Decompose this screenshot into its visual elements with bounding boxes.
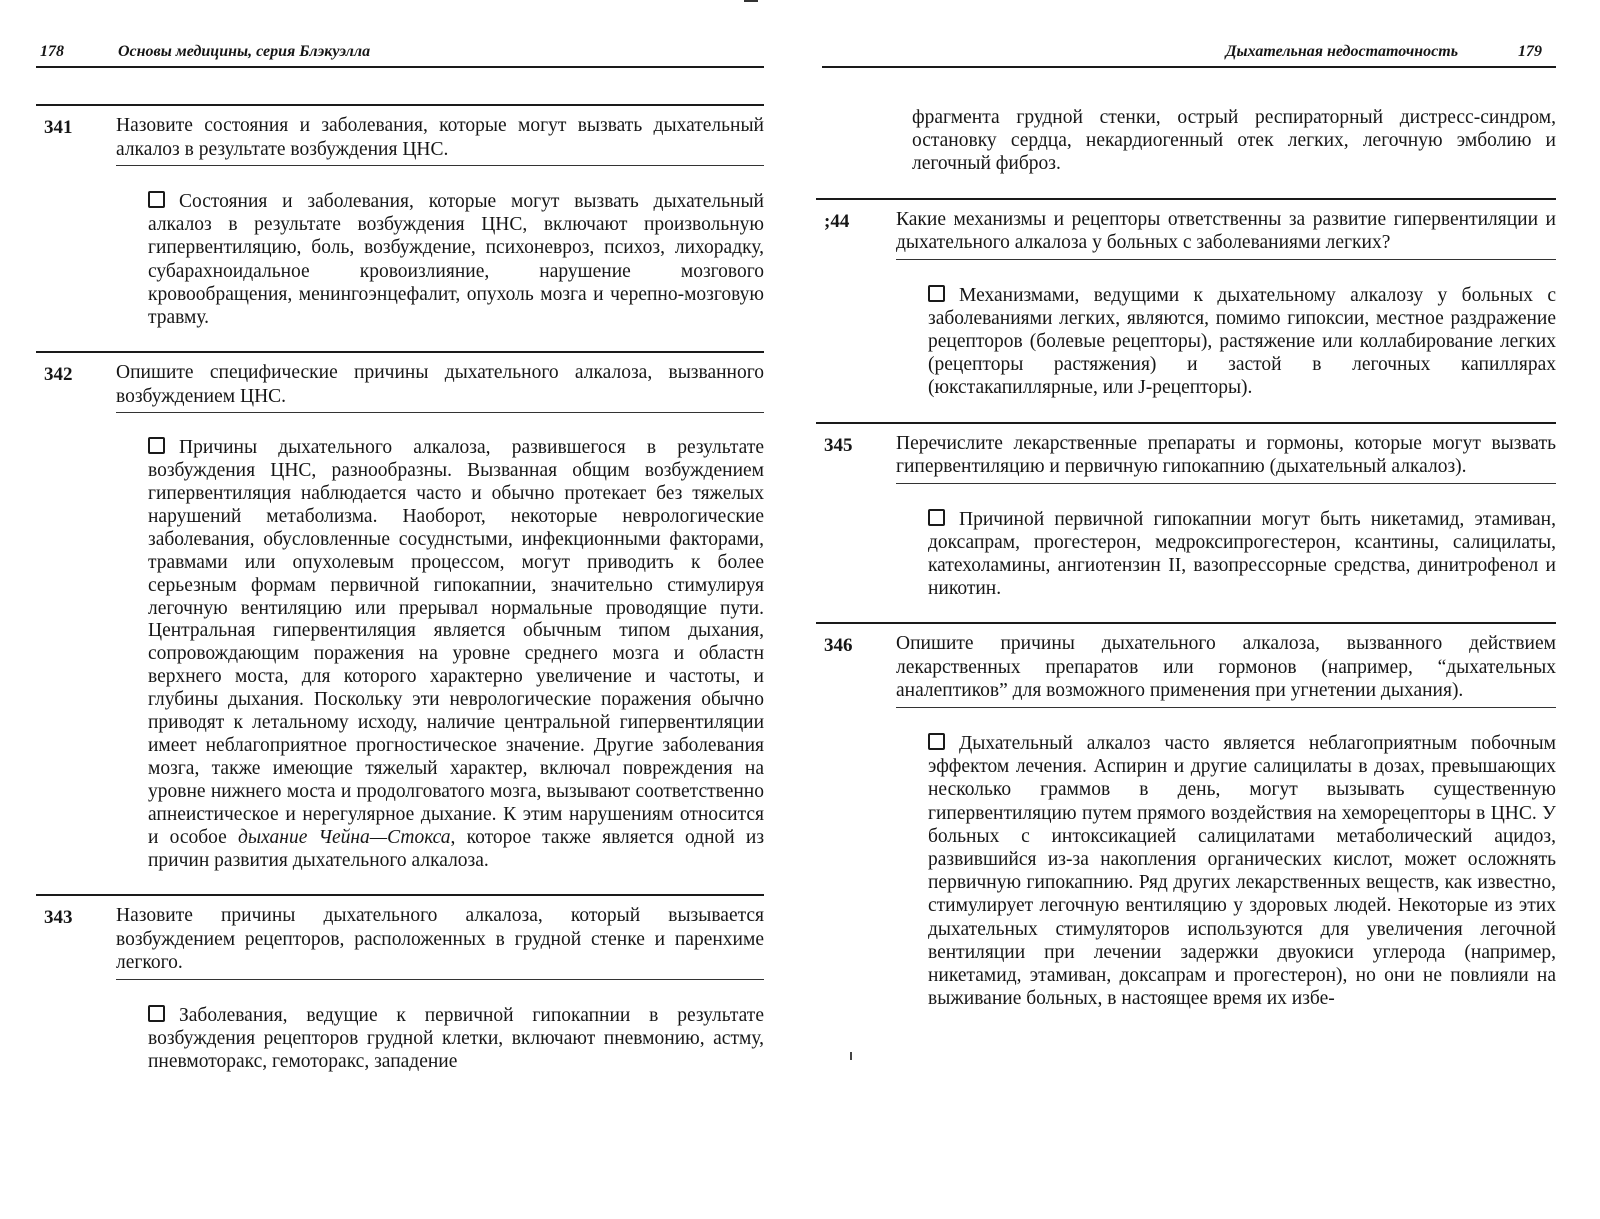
answer-text: Состояния и заболевания, которые могут вызвать дыхательный алкалоз в результате возбуждения ЦНС, включают произвольную гипервентиляцию, боль, возбуждение, психоневроз, психоз, лихорадку, субарахноидальное кровоизлияние, нарушение мозгового кровообращения, менингоэнцефалит, опухоль мозга и черепно-мозговую травму.	[148, 191, 764, 329]
page-body	[36, 104, 764, 1096]
answer-text-end: , которое также является одной из причин развития дыхательного алкалоза.	[148, 826, 765, 871]
checkbox-icon	[928, 509, 945, 526]
question-text: Опишите специфические причины дыхательного алкалоза, вызванного возбуждением ЦНС.	[116, 361, 764, 413]
question-342	[36, 351, 764, 417]
question-345	[816, 422, 1556, 488]
question-text: Перечислите лекарственные препараты и гормоны, которые могут вызвать гипервентиляцию и первичную гипокапнию (дыхательный алкалоз).	[896, 432, 1556, 484]
question-number: 342	[44, 364, 73, 386]
header-rule	[822, 66, 1556, 68]
checkbox-icon	[148, 191, 165, 208]
answer-italic-term: дыхание Чейна—Стокса	[238, 826, 451, 848]
question-text: Назовите состояния и заболевания, которые могут вызвать дыхательный алкалоз в результате возбуждения ЦНС.	[116, 114, 764, 166]
left-page	[36, 0, 764, 1219]
continued-answer: фрагмента грудной стенки, острый респираторный дистресс-синдром, остановку сердца, некардиогенный отек легких, легочную эмболию и легочный фиброз.	[912, 107, 1556, 175]
answer-343	[148, 1004, 764, 1074]
question-343	[36, 894, 764, 984]
answer-text: Заболевания, ведущие к первичной гипокапнии в результате возбуждения рецепторов грудной клетки, включают пневмонию, астму, пневмоторакс, гемоторакс, западение	[148, 1004, 764, 1073]
question-text: Назовите причины дыхательного алкалоза, который вызывается возбуждением рецепторов, расположенных в грудной стенке и паренхиме легкого.	[116, 904, 764, 980]
answer-342	[148, 437, 764, 872]
question-341	[36, 104, 764, 170]
answer-text: Причиной первичной гипокапнии могут быть никетамид, этамиван, доксапрам, прогестерон, медроксипрогестерон, ксантины, салицилаты, катехоламины, ангиотензин II, вазопрессорные средства, динитрофенол и никотин.	[928, 508, 1556, 600]
checkbox-icon	[148, 1005, 165, 1022]
question-text: Какие механизмы и рецепторы ответственны за развитие гипервентиляции и дыхательного алкалоза у больных с заболеваниями легких?	[896, 208, 1556, 260]
question-number: ;44	[824, 210, 850, 232]
answer-text: Механизмами, ведущими к дыхательному алкалозу у больных с заболеваниями легких, являются, помимо гипоксии, местное раздражение рецепторов (болевые рецепторы), растяжение или коллабирование легких (рецепторы растяжения) и застой в легочных капиллярах (юкстакапиллярные, или J-рецепторы).	[928, 284, 1556, 399]
answer-346	[928, 732, 1556, 1010]
page-number: 178	[40, 43, 64, 60]
question-text: Опишите причины дыхательного алкалоза, вызванного действием лекарственных препаратов или гормонов (например, “дыхательных аналептиков” для возможного применения при угнетении дыхания).	[896, 632, 1556, 708]
right-page	[816, 0, 1556, 1219]
answer-344	[928, 284, 1556, 400]
page-body	[816, 106, 1556, 1032]
checkbox-icon	[148, 437, 165, 454]
running-head	[36, 40, 764, 64]
question-number: 346	[824, 635, 853, 657]
page-number: 179	[1518, 43, 1542, 60]
running-title: Основы медицины, серия Блэкуэлла	[118, 43, 371, 60]
question-number: 343	[44, 907, 73, 929]
print-speck	[850, 1052, 852, 1060]
question-344	[816, 198, 1556, 264]
checkbox-icon	[928, 285, 945, 302]
question-number: 341	[44, 117, 73, 138]
checkbox-icon	[928, 733, 945, 750]
question-346	[816, 622, 1556, 712]
answer-341	[148, 190, 764, 329]
answer-345	[928, 508, 1556, 601]
answer-text: Дыхательный алкалоз часто является неблагоприятным побочным эффектом лечения. Аспирин и другие салицилаты в дозах, превышающих несколько граммов в день, могут вызывать существенную гипервентиляцию путем прямого воздействия на хеморецепторы в ЦНС. У больных с интоксикацией салицилатами метаболический ацидоз, развившийся из-за накопления органических кислот, может осложнять первичную гипокапнию. Ряд других лекарственных веществ, как известно, стимулирует легочную вентиляцию у здоровых людей. Некоторые из этих дыхательных стимуляторов используются для увеличения легочной вентиляции при лечении задержки двуокиси углерода (например, никетамид, этамиван, доксапрам и прогестерон), но они не повлияли на выживание больных, в настоящее время их избе-	[928, 732, 1556, 1010]
answer-text: Причины дыхательного алкалоза, развившегося в результате возбуждения ЦНС, разнообразны. Вызванная общим возбуждением гипервентиляция наблюдается часто и обычно протекает без тяжелых нарушений метаболизма. Наоборот, некоторые неврологические заболевания, обусловленные сосуднстыми, инфекционными факторами, травмами или опухолевым процессом, могут приводить к более серьезным формам первичной гипокапнии, значительно стимулируя легочную вентиляцию или прерывал нормальные проводящие пути. Центральная гипервентиляция является обычным типом дыхания, сопровождающим поражения на уровне среднего мозга и областн верхнего моста, для которого характерно увеличение и частоты, и глубины дыхания. Поскольку эти неврологические поражения обычно приводят к летальному исходу, наличие центральной гипервентиляции имеет неблагоприятное прогностическое значение. Другие заболевания мозга, также имеющие тяжелый характер, включал повреждения на уровне нижнего моста и продолговатого мозга, вызывают соответственно апнеистическое и нерегулярное дыхание. К этим нарушениям относится и особое	[148, 437, 764, 848]
header-rule	[36, 66, 764, 68]
question-number: 345	[824, 434, 853, 456]
running-head	[816, 40, 1556, 64]
running-title: Дыхательная недостаточность	[1225, 43, 1458, 60]
